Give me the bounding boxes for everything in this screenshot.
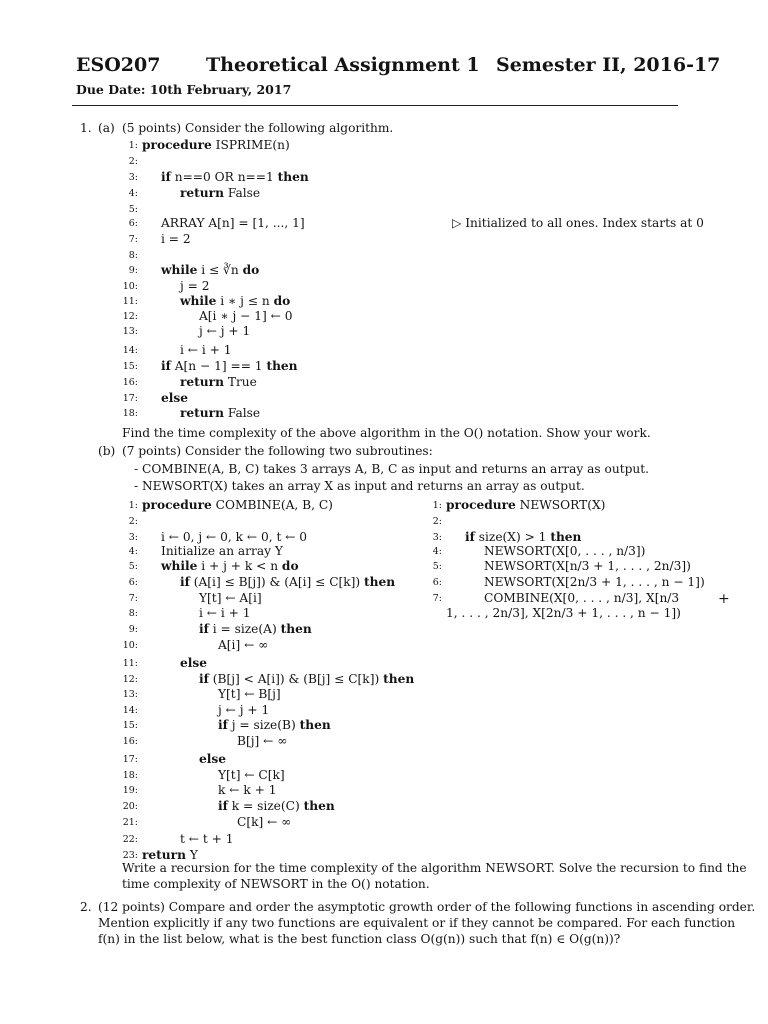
isprime-code-line: i ← i + 1: [180, 343, 232, 357]
newsort-code-line: NEWSORT(X[0, . . . , n/3]): [484, 544, 646, 558]
combine-code-line: i ← 0, j ← 0, k ← 0, t ← 0: [161, 530, 308, 544]
isprime-code-line: return True: [180, 375, 257, 389]
isprime-code-line: while i ≤ ∛n do: [161, 263, 260, 277]
q1b-question-line2: time complexity of NEWSORT in the O() notation.: [122, 877, 430, 891]
isprime-line-number: 14:: [122, 345, 138, 356]
combine-line-number: 11:: [122, 658, 138, 669]
newsort-line-number: 6:: [432, 577, 442, 588]
combine-code-line: if j = size(B) then: [218, 718, 331, 732]
q2-line2: Mention explicitly if any two functions are equivalent or if they cannot be compared. For each function: [98, 916, 736, 930]
bullet-combine: - COMBINE(A, B, C) takes 3 arrays A, B, C as input and returns an array as output.: [134, 462, 650, 476]
combine-line-number: 14:: [122, 705, 138, 716]
combine-code-line: Y[t] ← C[k]: [218, 768, 285, 782]
combine-code-line: else: [180, 656, 207, 670]
combine-code-line: Y[t] ← A[i]: [199, 591, 262, 605]
isprime-line-number: 12:: [122, 311, 138, 322]
header-rule: [72, 105, 678, 106]
isprime-line-number: 5:: [128, 204, 138, 215]
isprime-line-number: 3:: [128, 172, 138, 183]
combine-line-number: 7:: [128, 593, 138, 604]
isprime-code-line: j = 2: [180, 279, 210, 293]
combine-line-number: 10:: [122, 640, 138, 651]
semester: Semester II, 2016-17: [496, 54, 721, 76]
isprime-code-line: procedure ISPRIME(n): [142, 138, 290, 152]
combine-code-line: B[j] ← ∞: [237, 734, 288, 748]
combine-line-number: 16:: [122, 736, 138, 747]
q1a-question: Find the time complexity of the above algorithm in the O() notation. Show your work.: [122, 426, 651, 440]
newsort-code-line: procedure NEWSORT(X): [446, 498, 606, 512]
combine-line-number: 20:: [122, 801, 138, 812]
newsort-line-number: 1:: [432, 500, 442, 511]
combine-line-number: 18:: [122, 770, 138, 781]
combine-line-number: 19:: [122, 785, 138, 796]
combine-code-line: return Y: [142, 848, 198, 862]
isprime-line-number: 11:: [122, 296, 138, 307]
isprime-code-line: i = 2: [161, 232, 191, 246]
isprime-code-line: if A[n − 1] == 1 then: [161, 359, 298, 373]
combine-code-line: t ← t + 1: [180, 832, 234, 846]
isprime-line-number: 6:: [128, 218, 138, 229]
q1b-question-line1: Write a recursion for the time complexity of the algorithm NEWSORT. Solve the recursion to find the: [122, 861, 747, 875]
stray-plus-mark: +: [718, 591, 730, 607]
isprime-code-line: ARRAY A[n] = [1, ..., 1]: [161, 216, 305, 230]
q1b-label: (b): [98, 444, 116, 458]
q2-line3: f(n) in the list below, what is the best function class O(g(n)) such that f(n) ∈ O(g(n))?: [98, 932, 621, 946]
combine-line-number: 12:: [122, 674, 138, 685]
combine-line-number: 1:: [128, 500, 138, 511]
q1a-intro: (5 points) Consider the following algorithm.: [122, 121, 394, 135]
isprime-line-number: 16:: [122, 377, 138, 388]
combine-code-line: if (A[i] ≤ B[j]) & (A[i] ≤ C[k]) then: [180, 575, 396, 589]
combine-code-line: while i + j + k < n do: [161, 559, 299, 573]
isprime-code-line: return False: [180, 406, 261, 420]
due-date: Due Date: 10th February, 2017: [76, 82, 292, 97]
isprime-line-number: 1:: [128, 140, 138, 151]
isprime-line-number: 7:: [128, 234, 138, 245]
combine-code-line: A[i] ← ∞: [218, 638, 269, 652]
isprime-code-line: if n==0 OR n==1 then: [161, 170, 309, 184]
isprime-line-number: 15:: [122, 361, 138, 372]
combine-line-number: 5:: [128, 561, 138, 572]
q1b-intro: (7 points) Consider the following two subroutines:: [122, 444, 433, 458]
newsort-code-line: COMBINE(X[0, . . . , n/3], X[n/3: [484, 591, 680, 605]
combine-line-number: 2:: [128, 516, 138, 527]
isprime-line-number: 9:: [128, 265, 138, 276]
combine-line-number: 22:: [122, 834, 138, 845]
newsort-code-line: NEWSORT(X[2n/3 + 1, . . . , n − 1]): [484, 575, 705, 589]
combine-line-number: 23:: [122, 850, 138, 861]
isprime-code-line: return False: [180, 186, 261, 200]
isprime-code-line: A[i ∗ j − 1] ← 0: [199, 309, 293, 323]
newsort-line-number: 2:: [432, 516, 442, 527]
combine-line-number: 9:: [128, 624, 138, 635]
newsort-code-line: if size(X) > 1 then: [465, 530, 582, 544]
q2-line1: (12 points) Compare and order the asymptotic growth order of the following functions in ascending order.: [98, 900, 756, 914]
combine-line-number: 3:: [128, 532, 138, 543]
combine-code-line: Initialize an array Y: [161, 544, 283, 558]
combine-line-number: 21:: [122, 817, 138, 828]
combine-code-line: C[k] ← ∞: [237, 815, 292, 829]
newsort-line-number: 3:: [432, 532, 442, 543]
isprime-line-number: 4:: [128, 188, 138, 199]
combine-line-number: 17:: [122, 754, 138, 765]
isprime-line-number: 17:: [122, 393, 138, 404]
isprime-line-number: 10:: [122, 281, 138, 292]
algorithm-comment: ▷ Initialized to all ones. Index starts at 0: [452, 216, 704, 230]
newsort-line-number: 7:: [432, 593, 442, 604]
combine-code-line: j ← j + 1: [218, 703, 270, 717]
q1-number: 1.: [80, 121, 92, 135]
combine-line-number: 13:: [122, 689, 138, 700]
course-code: ESO207: [76, 54, 161, 76]
combine-line-number: 15:: [122, 720, 138, 731]
newsort-code-line: NEWSORT(X[n/3 + 1, . . . , 2n/3]): [484, 559, 691, 573]
combine-line-number: 4:: [128, 546, 138, 557]
isprime-line-number: 2:: [128, 156, 138, 167]
newsort-line-number: 5:: [432, 561, 442, 572]
combine-code-line: Y[t] ← B[j]: [218, 687, 281, 701]
combine-code-line: i ← i + 1: [199, 606, 251, 620]
isprime-code-line: else: [161, 391, 188, 405]
isprime-line-number: 13:: [122, 326, 138, 337]
combine-code-line: k ← k + 1: [218, 783, 277, 797]
assignment-title: Theoretical Assignment 1: [206, 54, 480, 76]
isprime-code-line: j ← j + 1: [199, 324, 251, 338]
combine-code-line: if i = size(A) then: [199, 622, 312, 636]
newsort-code-line: 1, . . . , 2n/3], X[2n/3 + 1, . . . , n − 1]): [446, 606, 681, 620]
combine-code-line: if (B[j] < A[i]) & (B[j] ≤ C[k]) then: [199, 672, 415, 686]
combine-code-line: if k = size(C) then: [218, 799, 335, 813]
q2-number: 2.: [80, 900, 92, 914]
q1a-label: (a): [98, 121, 115, 135]
isprime-code-line: while i ∗ j ≤ n do: [180, 294, 291, 308]
newsort-line-number: 4:: [432, 546, 442, 557]
combine-code-line: else: [199, 752, 226, 766]
isprime-line-number: 18:: [122, 408, 138, 419]
combine-line-number: 6:: [128, 577, 138, 588]
combine-line-number: 8:: [128, 608, 138, 619]
combine-code-line: procedure COMBINE(A, B, C): [142, 498, 333, 512]
bullet-newsort: - NEWSORT(X) takes an array X as input and returns an array as output.: [134, 479, 585, 493]
isprime-line-number: 8:: [128, 250, 138, 261]
